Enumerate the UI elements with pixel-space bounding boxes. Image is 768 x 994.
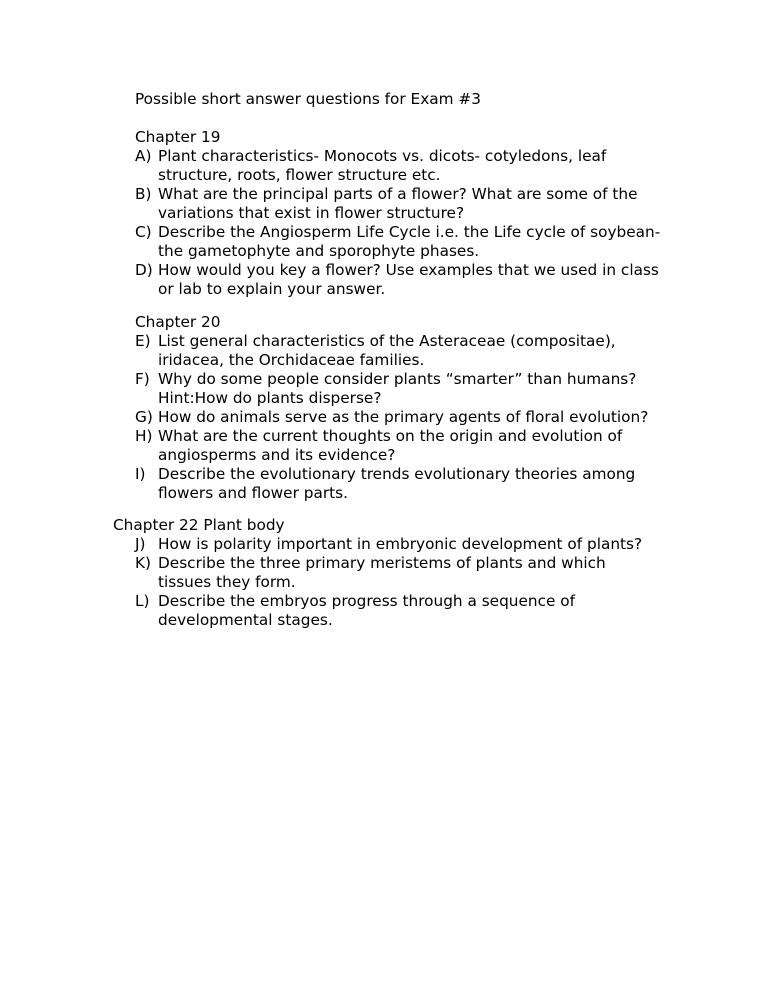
question-letter: C) [135,223,152,241]
question-text-line: tissues they form. [158,573,296,591]
question-letter: L) [135,592,150,610]
question-text-line: developmental stages. [158,611,333,629]
question-list [135,332,695,503]
question-letter: G) [135,408,153,426]
chapter-heading: Chapter 20 [135,313,221,331]
question-item [135,465,695,503]
question-text-line: iridacea, the Orchidaceae families. [158,351,425,369]
question-text-line: variations that exist in flower structure? [158,204,465,222]
question-letter: F) [135,370,150,388]
question-item [135,261,695,299]
question-text-line: Describe the Angiosperm Life Cycle i.e. the Life cycle of soybean- [158,223,661,241]
question-letter: I) [135,465,146,483]
question-item [135,223,695,261]
question-item [135,427,695,465]
question-letter: E) [135,332,151,350]
question-text-line: List general characteristics of the Asteraceae (compositae), [158,332,616,350]
question-text-line: How is polarity important in embryonic development of plants? [158,535,643,553]
question-text-line: Why do some people consider plants “smarter” than humans? [158,370,637,388]
question-item [135,370,695,408]
question-letter: B) [135,185,152,203]
question-item [135,535,695,554]
question-text-line: How would you key a flower? Use examples that we used in class [158,261,659,279]
chapter-heading: Chapter 19 [135,128,221,146]
question-letter: A) [135,147,152,165]
question-letter: D) [135,261,153,279]
question-letter: J) [135,535,146,553]
question-item [135,408,695,427]
question-list [135,147,695,299]
question-text-line: flowers and flower parts. [158,484,348,502]
question-text-line: What are the principal parts of a flower? What are some of the [158,185,638,203]
question-item [135,554,695,592]
question-list [135,535,695,630]
question-item [135,147,695,185]
question-text-line: Hint:How do plants disperse? [158,389,382,407]
question-text-line: angiosperms and its evidence? [158,446,396,464]
question-text-line: Plant characteristics- Monocots vs. dicots- cotyledons, leaf [158,147,607,165]
chapter-heading: Chapter 22 Plant body [113,516,285,534]
question-text-line: How do animals serve as the primary agents of floral evolution? [158,408,649,426]
question-item [135,185,695,223]
question-text-line: Describe the embryos progress through a sequence of [158,592,576,610]
question-text-line: Describe the evolutionary trends evolutionary theories among [158,465,636,483]
question-item [135,332,695,370]
question-letter: K) [135,554,151,572]
question-text-line: Describe the three primary meristems of plants and which [158,554,606,572]
document-title: Possible short answer questions for Exam #3 [135,90,481,108]
question-letter: H) [135,427,153,445]
question-text-line: or lab to explain your answer. [158,280,386,298]
question-text-line: the gametophyte and sporophyte phases. [158,242,480,260]
question-text-line: structure, roots, flower structure etc. [158,166,441,184]
question-item [135,592,695,630]
question-text-line: What are the current thoughts on the origin and evolution of [158,427,623,445]
